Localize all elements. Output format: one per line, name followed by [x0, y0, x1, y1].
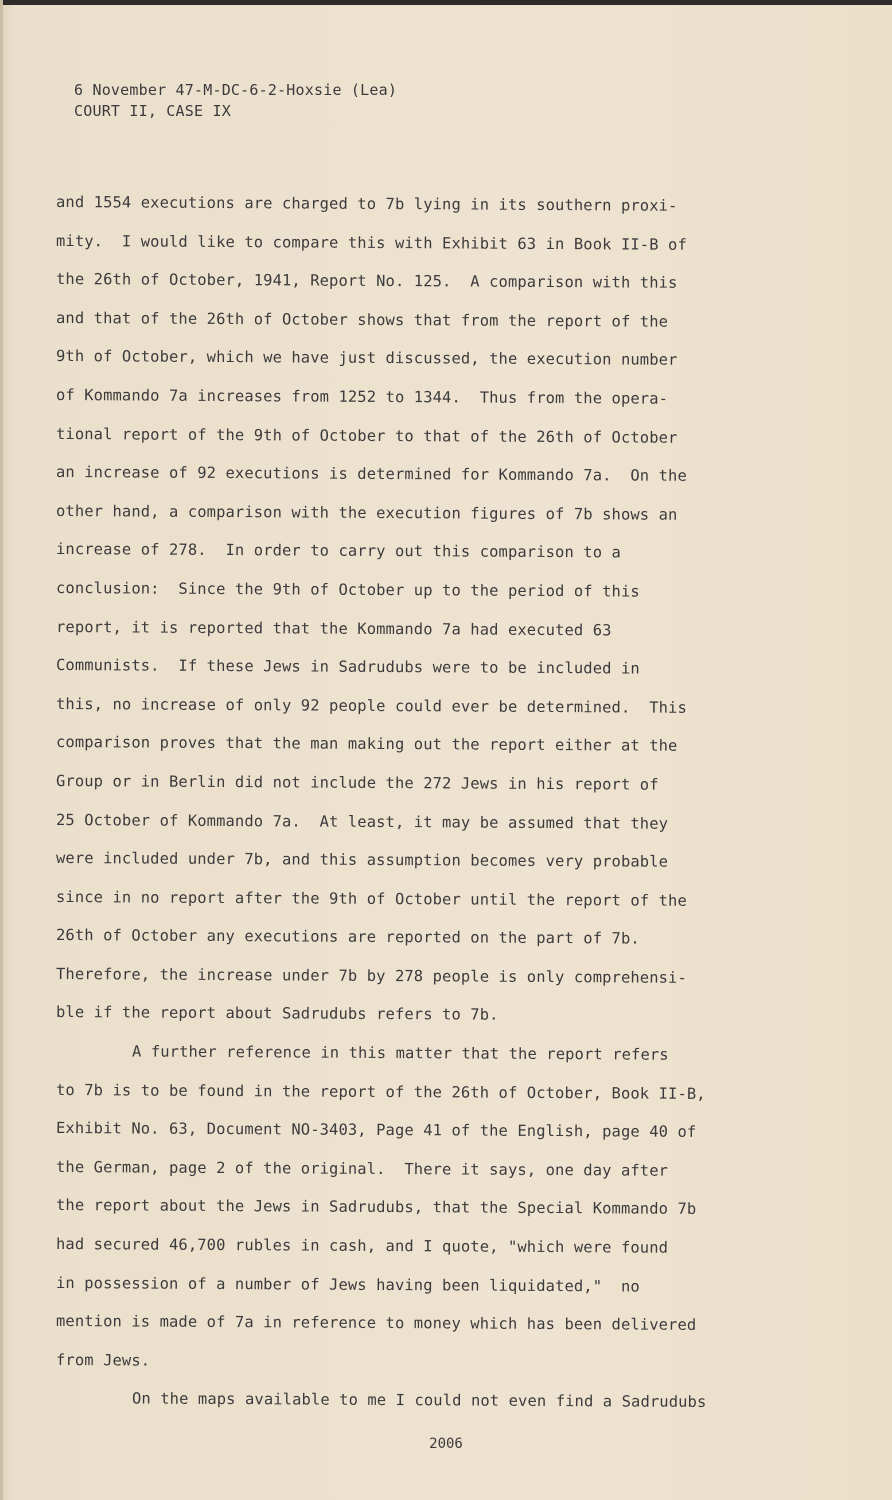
text-line: other hand, a comparison with the execution figures of 7b shows an	[55, 501, 678, 524]
paragraph-start-line: A further reference in this matter that the report refers	[131, 1042, 669, 1064]
text-line: Communists. If these Jews in Sadrudubs were to be included in	[55, 656, 640, 678]
header-line-date-reference: 6 November 47-M-DC-6-2-Hoxsie (Lea)	[74, 81, 398, 99]
text-line: comparison proves that the man making out the report either at the	[55, 733, 678, 756]
text-line: were included under 7b, and this assumption becomes very probable	[55, 849, 669, 871]
text-line: from Jews.	[55, 1350, 151, 1370]
document-header	[74, 80, 397, 122]
text-line: 26th of October any executions are reported on the part of 7b.	[55, 926, 640, 948]
header-line-court-case: COURT II, CASE IX	[74, 102, 231, 120]
text-line: increase of 278. In order to carry out this comparison to a	[55, 540, 622, 562]
text-line: the German, page 2 of the original. There it says, one day after	[55, 1157, 669, 1180]
text-line: an increase of 92 executions is determined for Kommando 7a. On the	[55, 463, 687, 486]
page-number: 2006	[429, 1436, 463, 1452]
scan-left-edge	[0, 0, 3, 1500]
text-line: and that of the 26th of October shows that from the report of the	[55, 308, 669, 331]
text-line: since in no report after the 9th of October until the report of the	[55, 887, 687, 910]
text-line: the 26th of October, 1941, Report No. 125. A comparison with this	[55, 270, 678, 292]
text-line: conclusion: Since the 9th of October up to the period of this	[55, 578, 640, 601]
text-line: ble if the report about Sadrudubs refers to 7b.	[55, 1003, 499, 1025]
text-line: of Kommando 7a increases from 1252 to 1344. Thus from the opera-	[55, 385, 669, 408]
text-line: the report about the Jews in Sadrudubs, that the Special Kommando 7b	[55, 1196, 697, 1219]
text-line: 9th of October, which we have just discussed, the execution number	[55, 347, 678, 370]
paragraph-start-line: On the maps available to me I could not even find a Sadrudubs	[131, 1389, 707, 1412]
text-line: tional report of the 9th of October to that of the 26th of October	[55, 424, 678, 447]
text-line: Exhibit No. 63, Document NO-3403, Page 41 of the English, page 40 of	[55, 1119, 697, 1142]
text-line: this, no increase of only 92 people could ever be determined. This	[55, 694, 687, 717]
text-line: Group or in Berlin did not include the 272 Jews in his report of	[55, 771, 659, 794]
text-line: mity. I would like to compare this with Exhibit 63 in Book II-B of	[55, 231, 687, 254]
text-line: mention is made of 7a in reference to money which has been delivered	[55, 1312, 697, 1335]
text-line: in possession of a number of Jews having been liquidated," no	[55, 1273, 640, 1296]
transcript-body	[56, 188, 736, 1423]
text-line: and 1554 executions are charged to 7b lying in its southern proxi-	[55, 193, 678, 215]
text-line: report, it is reported that the Kommando 7a had executed 63	[55, 617, 612, 639]
text-line: had secured 46,700 rubles in cash, and I quote, "which were found	[55, 1235, 669, 1257]
text-line: 25 October of Kommando 7a. At least, it may be assumed that they	[55, 810, 669, 833]
text-line: to 7b is to be found in the report of the 26th of October, Book II-B,	[55, 1080, 706, 1103]
scan-top-edge	[0, 0, 892, 5]
text-line: Therefore, the increase under 7b by 278 people is only comprehensi-	[55, 964, 687, 987]
